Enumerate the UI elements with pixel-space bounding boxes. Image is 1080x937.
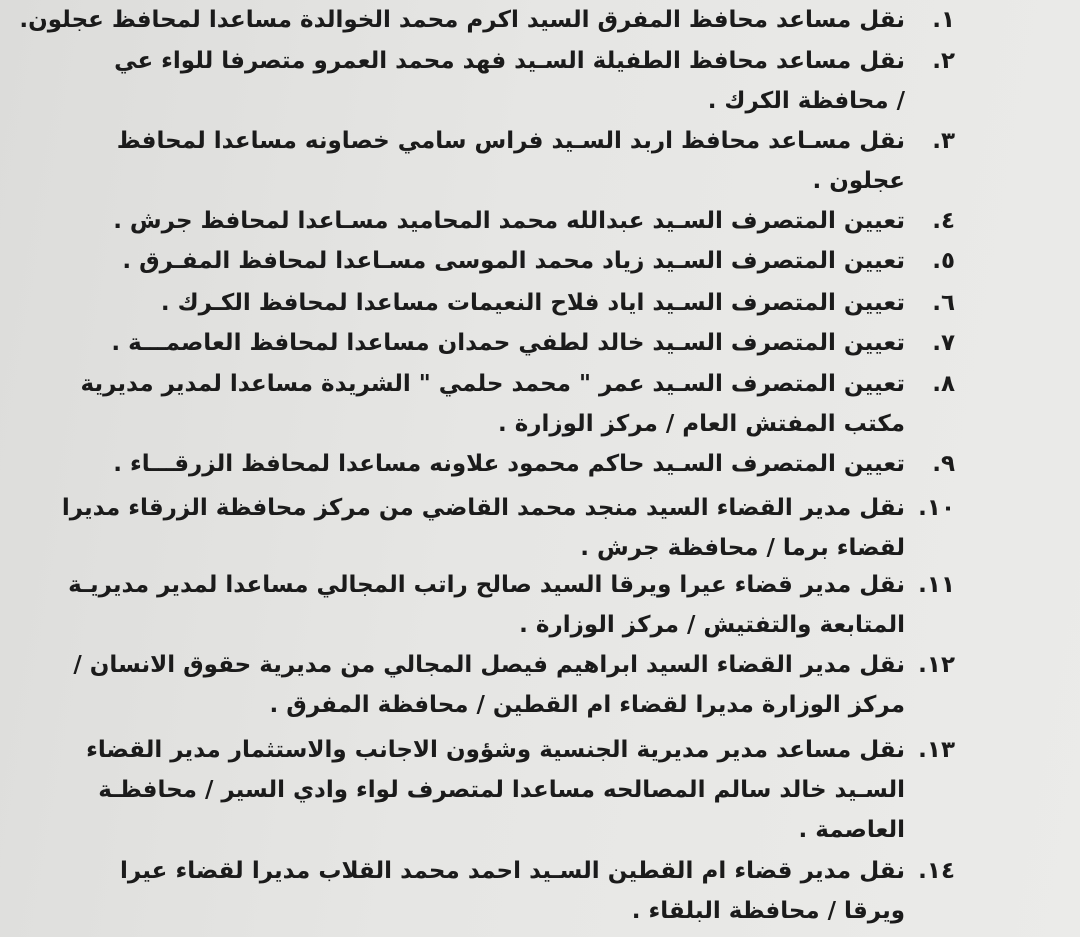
item-text-line: / محافظة الكرك . xyxy=(707,88,905,114)
item-text-line: عجلون . xyxy=(812,168,905,194)
item-number: ٦. xyxy=(932,290,955,316)
item-number: ٧. xyxy=(932,330,955,356)
item-number: ٩. xyxy=(932,451,955,477)
list-item xyxy=(120,241,955,281)
item-text-line: تعيين المتصرف السـيد عمر " محمد حلمي " الشريدة مساعدا لمدير مديرية xyxy=(80,371,905,397)
item-text-line: نقل مساعد مدير مديرية الجنسية وشؤون الاجانب والاستثمار مدير القضاء xyxy=(86,737,905,763)
item-number: ١٤. xyxy=(918,858,955,884)
item-text-line: تعيين المتصرف السـيد زياد محمد الموسى مسـاعدا لمحافظ المفـرق . xyxy=(122,248,905,274)
list-item xyxy=(73,645,955,725)
item-number: ١٠. xyxy=(918,495,955,521)
item-text-line: مكتب المفتش العام / مركز الوزارة . xyxy=(497,411,905,437)
item-text-line: نقل مساعد محافظ الطفيلة السـيد فهد محمد العمرو متصرفا للواء عي xyxy=(114,48,905,74)
item-text-line: نقل مدير قضاء عيرا ويرقا السيد صالح راتب المجالي مساعدا لمدير مديريـة xyxy=(68,572,905,598)
list-item xyxy=(61,488,955,568)
item-text-line: تعيين المتصرف السـيد اياد فلاح النعيمات مساعدا لمحافظ الكـرك . xyxy=(160,290,905,316)
list-item xyxy=(68,565,955,645)
item-number: ٨. xyxy=(932,371,955,397)
list-item xyxy=(116,121,955,201)
list-item xyxy=(113,201,955,241)
item-text-line: نقل مساعد محافظ المفرق السيد اكرم محمد الخوالدة مساعدا لمحافظ عجلون. xyxy=(19,7,905,33)
item-text-line: تعيين المتصرف السـيد حاكم محمود علاونه مساعدا لمحافظ الزرقـــاء . xyxy=(113,451,905,477)
item-text-line: نقل مدير القضاء السيد منجد محمد القاضي من مركز محافظة الزرقاء مديرا xyxy=(61,495,905,521)
item-text-line: نقل مدير قضاء ام القطين السـيد احمد محمد القلاب مديرا لقضاء عيرا xyxy=(120,858,905,884)
list-item xyxy=(120,851,955,931)
list-item xyxy=(120,283,955,323)
item-text-line: المتابعة والتفتيش / مركز الوزارة . xyxy=(519,612,905,638)
item-number: ٤. xyxy=(932,208,955,234)
item-number: ٣. xyxy=(932,128,955,154)
item-text-line: تعيين المتصرف السـيد عبدالله محمد المحاميد مسـاعدا لمحافظ جرش . xyxy=(113,208,905,234)
item-number: ٢. xyxy=(932,48,955,74)
list-item xyxy=(113,444,955,484)
item-text-line: السـيد خالد سالم المصالحه مساعدا لمتصرف لواء وادي السير / محافظـة xyxy=(98,777,905,803)
list-item xyxy=(80,364,955,444)
list-item xyxy=(86,730,955,850)
item-number: ١. xyxy=(932,7,955,33)
item-text-line: تعيين المتصرف السـيد خالد لطفي حمدان مساعدا لمحافظ العاصمـــة . xyxy=(111,330,905,356)
item-text-line: نقل مدير القضاء السيد ابراهيم فيصل المجالي من مديرية حقوق الانسان / xyxy=(73,652,905,678)
list-item xyxy=(114,41,955,121)
item-text-line: العاصمة . xyxy=(798,817,905,843)
item-text-line: ويرقا / محافظة البلقاء . xyxy=(631,898,905,924)
item-number: ٥. xyxy=(932,248,955,274)
item-number: ١٣. xyxy=(918,737,955,763)
item-number: ١٢. xyxy=(918,652,955,678)
list-item xyxy=(111,323,955,363)
item-text-line: لقضاء برما / محافظة جرش . xyxy=(580,535,905,561)
item-text-line: مركز الوزارة مديرا لقضاء ام القطين / محافظة المفرق . xyxy=(269,692,905,718)
item-text-line: نقل مسـاعد محافظ اربد السـيد فراس سامي خصاونه مساعدا لمحافظ xyxy=(116,128,905,154)
list-item xyxy=(19,0,955,40)
item-number: ١١. xyxy=(918,572,955,598)
